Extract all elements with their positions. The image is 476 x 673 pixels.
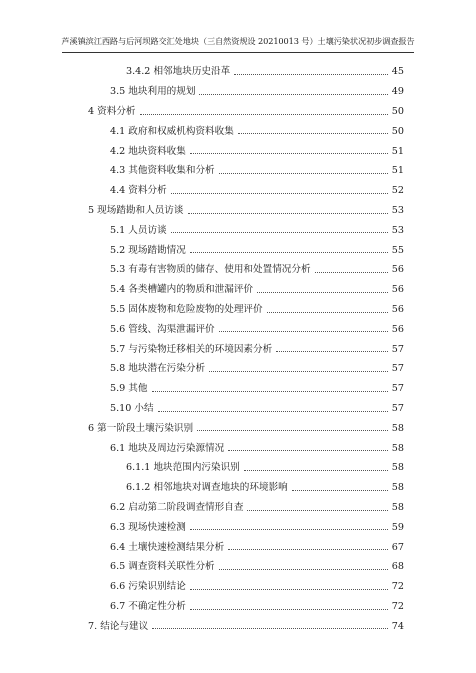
toc-entry[interactable] <box>126 454 404 473</box>
toc-entry-page-number: 51 <box>391 145 404 157</box>
toc-entry-label: 6.1.2 相邻地块对调查地块的环境影响 <box>126 482 288 494</box>
toc-leader-dots <box>219 331 388 332</box>
toc-leader-dots <box>209 371 388 372</box>
toc-entry-label: 4.2 地块资料收集 <box>110 145 186 157</box>
toc-entry[interactable] <box>110 553 404 572</box>
toc-leader-dots <box>190 153 388 154</box>
toc-entry-page-number: 56 <box>391 264 404 276</box>
toc-leader-dots <box>219 569 388 570</box>
toc-entry[interactable] <box>110 78 404 97</box>
toc-entry[interactable] <box>88 197 404 216</box>
toc-entry-label: 5.3 有毒有害物质的储存、使用和处置情况分析 <box>110 264 311 276</box>
toc-entry-label: 5.1 人员访谈 <box>110 224 167 236</box>
toc-entry-label: 5.7 与污染物迁移相关的环境因素分析 <box>110 343 273 355</box>
toc-entry[interactable] <box>110 335 404 354</box>
toc-entry[interactable] <box>110 315 404 334</box>
toc-leader-dots <box>190 609 388 610</box>
toc-entry-page-number: 50 <box>391 106 404 117</box>
toc-entry-label: 5.6 管线、沟渠泄漏评价 <box>110 323 215 335</box>
toc-entry-label: 7. 结论与建议 <box>88 620 149 632</box>
toc-entry-page-number: 52 <box>391 185 404 197</box>
toc-leader-dots <box>315 272 388 273</box>
toc-entry-label: 5.2 现场踏勘情况 <box>110 244 186 256</box>
toc-entry[interactable] <box>110 533 404 552</box>
toc-entry-label: 6.1 地块及周边污染源情况 <box>110 442 225 454</box>
toc-entry-page-number: 59 <box>391 521 404 533</box>
toc-leader-dots <box>171 232 388 233</box>
toc-entry-label: 4 资料分析 <box>88 106 136 117</box>
toc-entry-label: 5.5 固体废物和危险废物的处理评价 <box>110 304 263 315</box>
toc-entry-page-number: 58 <box>391 422 404 434</box>
toc-entry-label: 6.1.1 地块范围内污染识别 <box>126 462 240 474</box>
toc-entry-label: 6.6 污染识别结论 <box>110 581 186 593</box>
toc-leader-dots <box>244 470 388 471</box>
toc-leader-dots <box>190 529 388 530</box>
toc-entry-label: 5.10 小结 <box>110 403 154 414</box>
toc-entry-label: 6.2 启动第二阶段调查情形自查 <box>110 502 244 513</box>
toc-entry[interactable] <box>110 177 404 196</box>
toc-leader-dots <box>276 351 388 352</box>
toc-entry[interactable] <box>110 256 404 275</box>
toc-entry-label: 5.4 各类槽罐内的物质和泄漏评价 <box>110 284 254 296</box>
toc-entry-page-number: 72 <box>391 581 404 593</box>
toc-entry-page-number: 58 <box>391 442 404 454</box>
toc-entry[interactable] <box>110 276 404 295</box>
toc-entry-page-number: 57 <box>391 343 404 355</box>
toc-entry-page-number: 55 <box>391 244 404 256</box>
toc-leader-dots <box>152 628 388 629</box>
toc-entry-page-number: 56 <box>391 304 404 315</box>
toc-entry-page-number: 51 <box>391 165 404 177</box>
toc-entry-label: 4.3 其他资料收集和分析 <box>110 165 215 177</box>
toc-entry[interactable] <box>110 375 404 394</box>
toc-leader-dots <box>171 193 388 194</box>
toc-entry[interactable] <box>110 117 404 136</box>
toc-leader-dots <box>140 114 388 115</box>
toc-entry-page-number: 56 <box>391 323 404 335</box>
toc-entry-page-number: 68 <box>391 561 404 573</box>
toc-leader-dots <box>190 252 388 253</box>
toc-entry-label: 3.5 地块利用的规划 <box>110 86 196 98</box>
toc-entry-page-number: 67 <box>391 541 404 553</box>
toc-entry[interactable] <box>110 434 404 453</box>
toc-entry-page-number: 53 <box>391 224 404 236</box>
toc-entry[interactable] <box>110 513 404 532</box>
toc-entry[interactable] <box>110 216 404 235</box>
toc-entry-label: 5.9 其他 <box>110 383 148 395</box>
toc-entry[interactable] <box>126 474 404 493</box>
toc-entry-label: 6.3 现场快速检测 <box>110 521 186 533</box>
toc-leader-dots <box>152 391 388 392</box>
toc-entry[interactable] <box>110 296 404 315</box>
toc-leader-dots <box>267 312 388 313</box>
toc-leader-dots <box>219 173 388 174</box>
toc-entry[interactable] <box>110 236 404 255</box>
toc-entry-label: 6.7 不确定性分析 <box>110 601 186 612</box>
toc-entry-label: 6.4 土壤快速检测结果分析 <box>110 541 225 553</box>
toc-entry-label: 6 第一阶段土壤污染识别 <box>88 422 194 434</box>
toc-entry-page-number: 58 <box>391 462 404 474</box>
toc-entry-page-number: 53 <box>391 205 404 216</box>
toc-entry-label: 4.4 资料分析 <box>110 185 167 197</box>
toc-entry-page-number: 72 <box>391 601 404 612</box>
toc-leader-dots <box>234 74 388 75</box>
toc-entry-page-number: 57 <box>391 363 404 375</box>
toc-entry[interactable] <box>88 414 404 433</box>
toc-entry[interactable] <box>110 573 404 592</box>
toc-entry-label: 4.1 政府和权威机构资料收集 <box>110 125 234 137</box>
toc-entry-page-number: 49 <box>391 86 404 98</box>
toc-entry[interactable] <box>110 355 404 374</box>
toc-entry[interactable] <box>126 58 404 77</box>
toc-leader-dots <box>238 133 388 134</box>
toc-entry-page-number: 57 <box>391 403 404 414</box>
toc-entry-page-number: 45 <box>391 66 404 78</box>
toc-entry[interactable] <box>110 157 404 176</box>
toc-leader-dots <box>247 510 387 511</box>
toc-entry-page-number: 58 <box>391 482 404 494</box>
toc-entry[interactable] <box>110 137 404 156</box>
toc-entry[interactable] <box>110 494 404 513</box>
page-header: 芦溪镇滨江西路与后河坝路交汇处地块（三自然资规设 20210013 号）土壤污染状况初步调查报告 <box>61 36 415 46</box>
toc-leader-dots <box>199 94 387 95</box>
toc-entry-label: 6.5 调查资料关联性分析 <box>110 561 215 573</box>
toc-entry[interactable] <box>110 395 404 414</box>
toc-leader-dots <box>158 411 388 412</box>
toc-leader-dots <box>228 549 388 550</box>
toc-entry-page-number: 56 <box>391 284 404 296</box>
toc-entry[interactable] <box>110 593 404 612</box>
toc-leader-dots <box>188 213 388 214</box>
toc-entry[interactable] <box>88 612 404 631</box>
toc-leader-dots <box>197 430 388 431</box>
toc-entry-label: 5.8 地块潜在污染分析 <box>110 363 206 375</box>
toc-leader-dots <box>228 450 388 451</box>
toc-leader-dots <box>292 490 388 491</box>
toc-leader-dots <box>257 292 388 293</box>
toc-entry-page-number: 74 <box>391 620 404 632</box>
toc-entry-label: 3.4.2 相邻地块历史沿革 <box>126 66 231 78</box>
toc-entry-label: 5 现场踏勘和人员访谈 <box>88 205 184 216</box>
toc-entry[interactable] <box>88 98 404 117</box>
header-divider <box>62 52 414 53</box>
toc-entry-page-number: 50 <box>391 125 404 137</box>
toc-entry-page-number: 58 <box>391 502 404 513</box>
toc-leader-dots <box>190 589 388 590</box>
toc-entry-page-number: 57 <box>391 383 404 395</box>
